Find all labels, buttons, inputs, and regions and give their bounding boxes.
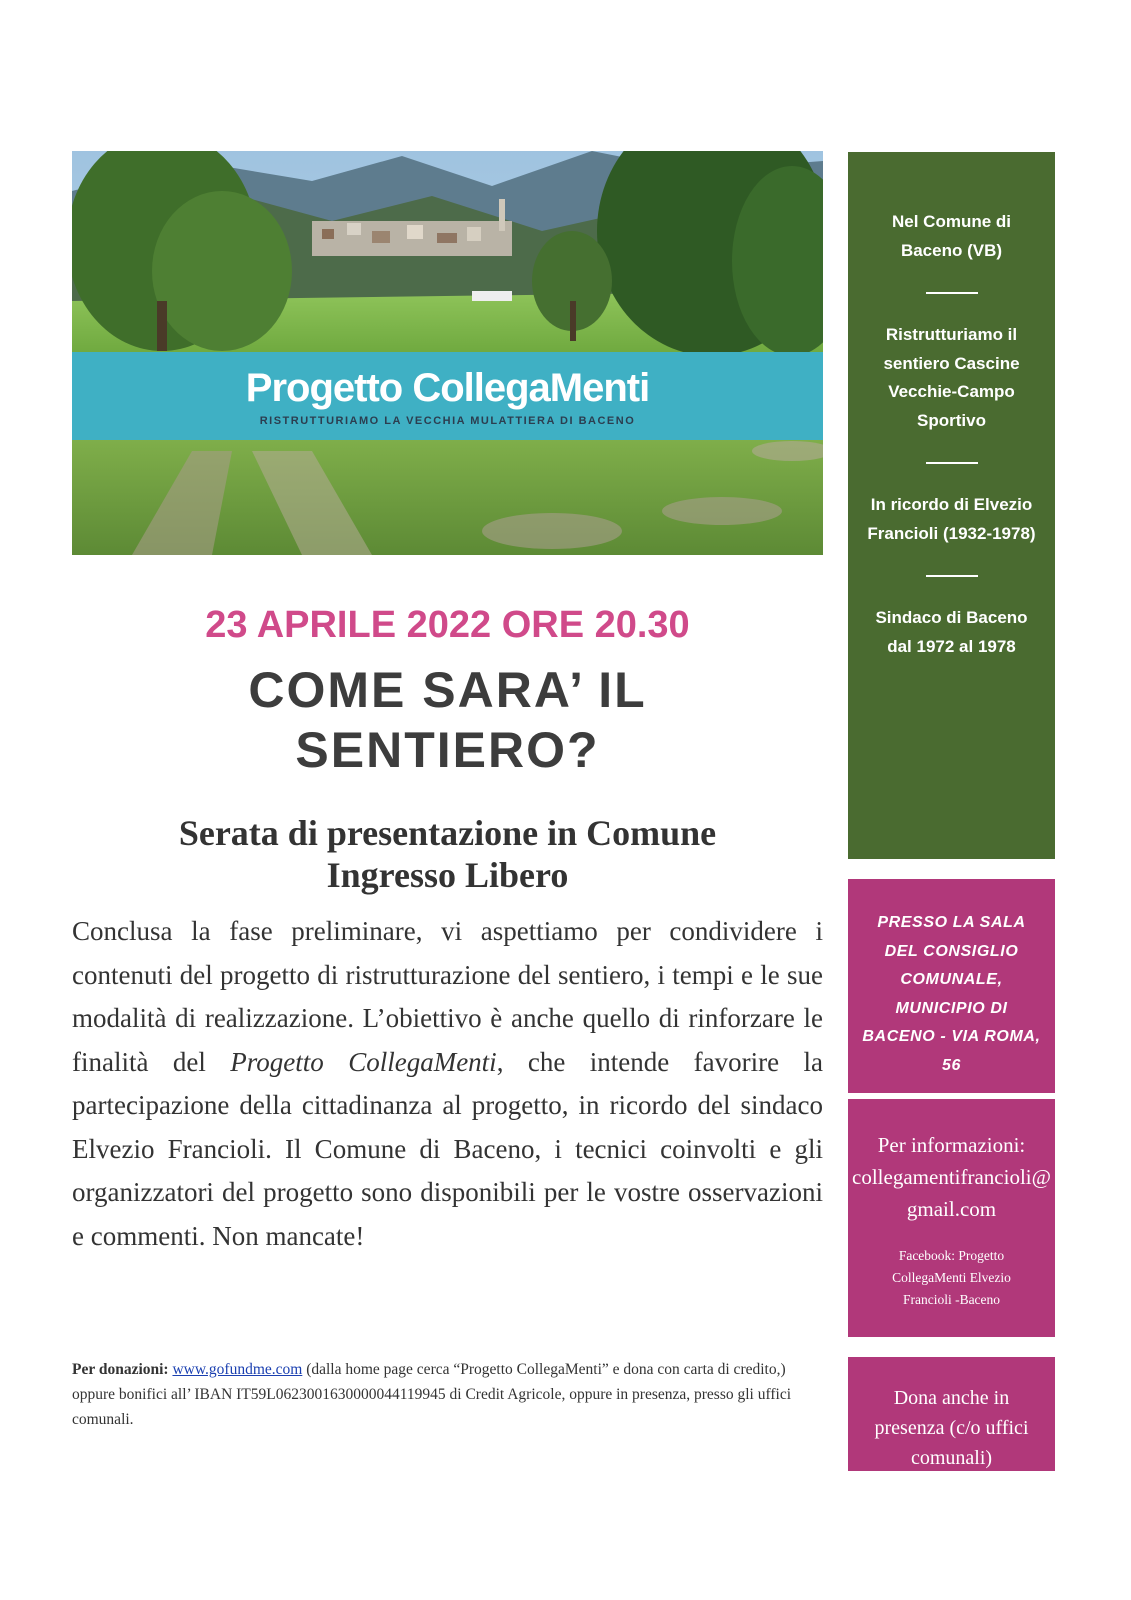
sidebar-comune: Nel Comune di Baceno (VB) [891, 212, 1011, 260]
sidebar-divider [926, 575, 978, 577]
question-line-2: SENTIERO? [295, 722, 600, 778]
sidebar-sindaco: Sindaco di Baceno dal 1972 al 1978 [875, 608, 1028, 656]
presentation-line-2: Ingresso Libero [326, 855, 569, 895]
body-paragraph [72, 910, 823, 1258]
sidebar-divider [926, 292, 978, 294]
question-line-1: COME SARA’ IL [248, 662, 647, 718]
sidebar-green-panel [848, 152, 1055, 859]
info-title: Per informazioni: [877, 1133, 1026, 1157]
sidebar-ricordo: In ricordo di Elvezio Francioli (1932-1978) [867, 495, 1036, 543]
gofundme-link[interactable]: www.gofundme.com [172, 1361, 303, 1378]
banner-title: Progetto CollegaMenti [245, 366, 650, 410]
body-part-2: , che intende favorire la partecipazione della cittadinanza al progetto, in ricordo del sindaco Elvezio Francioli. Il Comune di Baceno, i tecnici coinvolti e gli organizzatori del progetto sono disponibili per le vostre osservazioni e commenti. Non mancate! [72, 1046, 823, 1251]
body-italic-project: Progetto CollegaMenti [230, 1046, 497, 1077]
presentation-line-1: Serata di presentazione in Comune [178, 813, 717, 853]
presentation-subtitle [72, 812, 823, 896]
donation-label: Per donazioni: [72, 1361, 169, 1378]
info-facebook: Facebook: Progetto CollegaMenti Elvezio Francioli -Baceno [892, 1248, 1011, 1307]
event-date: 23 APRILE 2022 ORE 20.30 [205, 604, 690, 646]
banner-subtitle: RISTRUTTURIAMO LA VECCHIA MULATTIERA DI BACENO [259, 415, 636, 427]
info-box [848, 1099, 1055, 1337]
donate-box [848, 1357, 1055, 1471]
donation-text: (dalla home page cerca “Progetto CollegaMenti” e dona con carta di credito,) oppure bonifici all’ IBAN IT59L0623001630000044119945 di Credit Agricole, oppure in presenza, presso gli uffici comunali. [72, 1361, 792, 1428]
info-email[interactable]: collegamentifrancioli@gmail.com [852, 1165, 1051, 1221]
donation-note [72, 1357, 823, 1432]
location-text: PRESSO LA SALA DEL CONSIGLIO COMUNALE, MUNICIPIO DI BACENO - VIA ROMA, 56 [862, 914, 1041, 1074]
location-box [848, 879, 1055, 1093]
hero-image [72, 151, 823, 555]
main-question [72, 660, 823, 780]
sidebar-divider [926, 462, 978, 464]
donate-text: Dona anche in presenza (c/o uffici comunali) [874, 1387, 1029, 1469]
sidebar-ristrutturiamo: Ristrutturiamo il sentiero Cascine Vecchie-Campo Sportivo [883, 325, 1020, 430]
body-part-1: Conclusa la fase preliminare, vi aspettiamo per condividere i contenuti del progetto di ristrutturazione del sentiero, i tempi e le sue modalità di realizzazione. L’obiettivo è anche quello di rinforzare le finalità del [72, 916, 823, 1077]
project-banner [72, 352, 823, 440]
